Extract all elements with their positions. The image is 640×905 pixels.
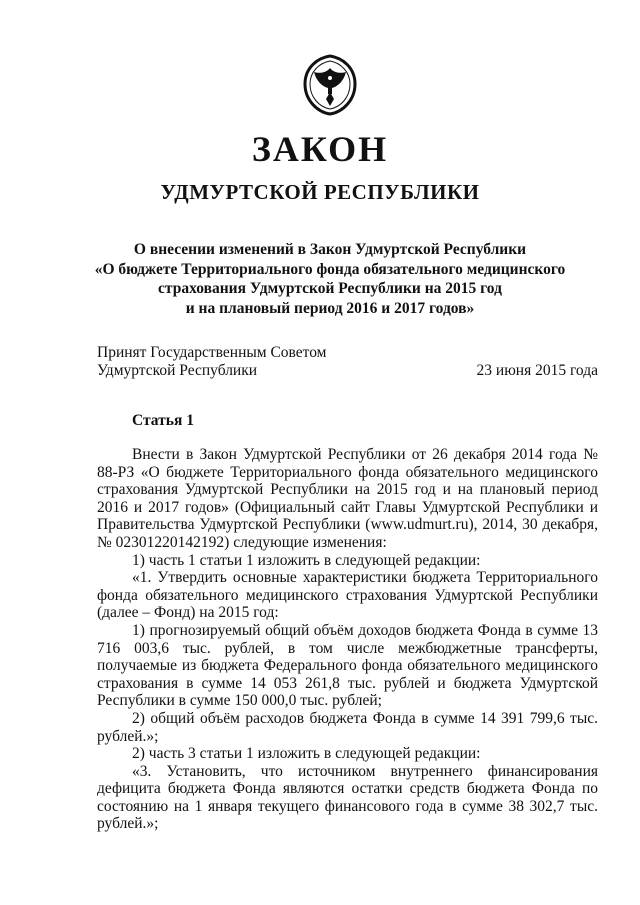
heading-line: страхования Удмуртской Республики на 2015 год xyxy=(158,280,502,297)
paragraph: 1) часть 1 статьи 1 изложить в следующей редакции: xyxy=(132,551,481,569)
adopted-line: Принят Государственным Советом xyxy=(97,344,327,361)
law-subtitle: УДМУРТСКОЙ РЕСПУБЛИКИ xyxy=(160,180,480,204)
paragraph: «3. Установить, что источником внутреннего финансирования дефицита бюджета Фонда являются остатки средств бюджета Фонда по состоянию на 1 января текущего финансового года в сумме 38 302,7 тыс. рублей.»; xyxy=(97,762,598,833)
law-heading xyxy=(60,240,600,318)
heading-line: и на плановый период 2016 и 2017 годов» xyxy=(185,299,475,317)
adoption-date: 23 июня 2015 года xyxy=(476,362,598,379)
paragraph: Внести в Закон Удмуртской Республики от 26 декабря 2014 года № 88-РЗ «О бюджете Территориального фонда обязательного медицинского страхования Удмуртской Республики на 2015 год и на плановый период 2016 и 2017 годов» (Официальный сайт Главы Удмуртской Республики и Правительства Удмуртской Республики (www.udmurt.ru), 2014, 30 декабря, № 02301220142192) следующие изменения: xyxy=(97,446,598,551)
heading-line: О внесении изменений в Закон Удмуртской Республики xyxy=(133,241,527,258)
adopted-line: Удмуртской Республики xyxy=(97,362,258,379)
heading-line: «О бюджете Территориального фонда обязательного медицинского xyxy=(94,260,566,278)
article-body xyxy=(97,446,598,833)
paragraph: «1. Утвердить основные характеристики бюджета Территориального фонда обязательного медицинского страхования Удмуртской Республики (далее – Фонд) на 2015 год: xyxy=(97,569,598,622)
paragraph: 2) часть 3 статьи 1 изложить в следующей редакции: xyxy=(132,745,481,763)
article-title: Статья 1 xyxy=(132,412,194,429)
paragraph: 1) прогнозируемый общий объём доходов бюджета Фонда в сумме 13 716 003,6 тыс. рублей, в том числе межбюджетные трансферты, получаемые из бюджета Федерального фонда обязательного медицинского страхования в сумме 14 053 261,8 тыс. рублей и бюджета Удмуртской Республики в сумме 150 000,0 тыс. рублей; xyxy=(97,621,598,710)
paragraph: 2) общий объём расходов бюджета Фонда в сумме 14 391 799,6 тыс. рублей.»; xyxy=(97,709,598,745)
adopted-by xyxy=(97,344,327,380)
law-title: ЗАКОН xyxy=(251,129,389,169)
udmurt-coat-of-arms-icon xyxy=(303,54,357,116)
